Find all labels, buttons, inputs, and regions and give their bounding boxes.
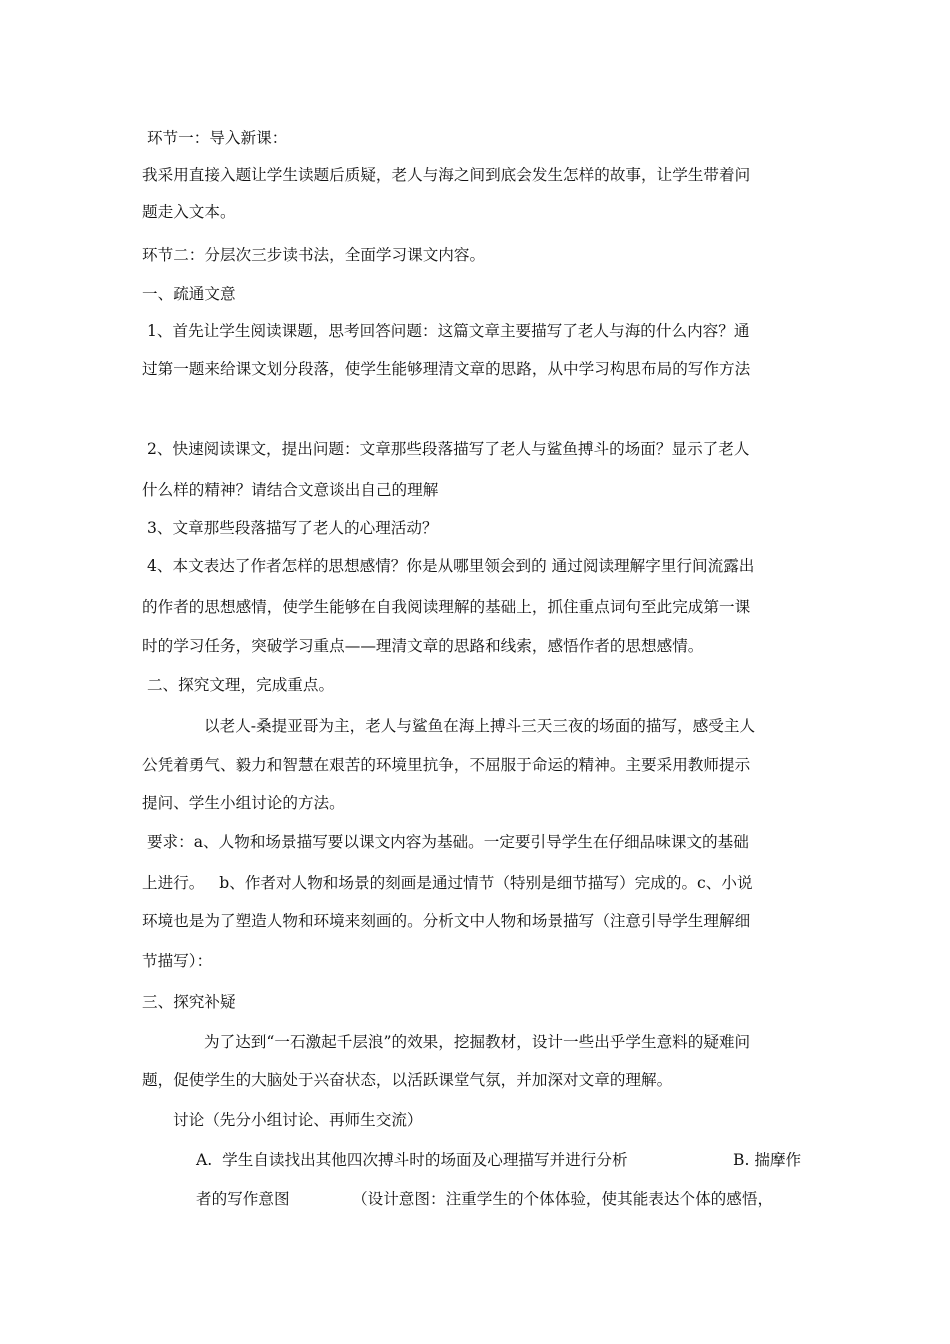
text-line: 要求：a、人物和场景描写要以课文内容为基础。一定要引导学生在仔细品味课文的基础 [142,833,749,851]
text-line: 提问、学生小组讨论的方法。 [142,794,345,812]
text-line: 1、首先让学生阅读课题，思考回答问题：这篇文章主要描写了老人与海的什么内容？通 [142,322,750,340]
text-line: 一、疏通文意 [142,285,236,303]
text-line: （设计意图：注重学生的个体体验，使其能表达个体的感悟， [352,1190,774,1208]
text-line: 环境也是为了塑造人物和环境来刻画的。分析文中人物和场景描写（注意引导学生理解细 [142,912,751,930]
text-line: 以老人-桑提亚哥为主，老人与鲨鱼在海上搏斗三天三夜的场面的描写，感受主人 [204,717,756,735]
text-line: 为了达到“一石激起千层浪”的效果，挖掘教材，设计一些出乎学生意料的疑难问 [204,1033,751,1051]
text-line: 者的写作意图 [196,1190,290,1208]
text-line: 我采用直接入题让学生读题后质疑，老人与海之间到底会发生怎样的故事，让学生带着问 [142,166,751,184]
text-line: 上进行。 b、作者对人物和场景的刻画是通过情节（特别是细节描写）完成的。c、小说 [142,874,753,892]
text-line: 3、文章那些段落描写了老人的心理活动？ [142,519,438,537]
text-line: A. 学生自读找出其他四次搏斗时的场面及心理描写并进行分析 [196,1151,628,1169]
text-line: 4、本文表达了作者怎样的思想感情？你是从哪里领会到的 通过阅读理解字里行间流露出 [142,557,755,575]
text-line: 题走入文本。 [142,203,236,221]
text-line: 时的学习任务，突破学习重点——理清文章的思路和线索，感悟作者的思想感情。 [142,637,704,655]
text-line: 环节二：分层次三步读书法，全面学习课文内容。 [142,246,486,264]
section-heading: 三、探究补疑 [142,993,236,1011]
text-line: 公凭着勇气、毅力和智慧在艰苦的环境里抗争，不屈服于命运的精神。主要采用教师提示 [142,756,751,774]
text-line: B. 揣摩作 [733,1151,802,1169]
text-line: 过第一题来给课文划分段落，使学生能够理清文章的思路，从中学习构思布局的写作方法 [142,360,751,378]
section-heading: 二、探究文理，完成重点。 [142,676,335,694]
text-line: 2、快速阅读课文，提出问题：文章那些段落描写了老人与鲨鱼搏斗的场面？显示了老人 [142,440,750,458]
text-line: 的作者的思想感情，使学生能够在自我阅读理解的基础上，抓住重点词句至此完成第一课 [142,598,751,616]
text-line: 讨论（先分小组讨论、再师生交流） [173,1111,423,1129]
text-line: 什么样的精神？请结合文意谈出自己的理解 [142,481,439,499]
text-line: 题，促使学生的大脑处于兴奋状态，以活跃课堂气氛，并加深对文章的理解。 [142,1071,673,1089]
text-line: 节描写）： [142,952,213,970]
text-line: 环节一：导入新课： [142,129,288,147]
